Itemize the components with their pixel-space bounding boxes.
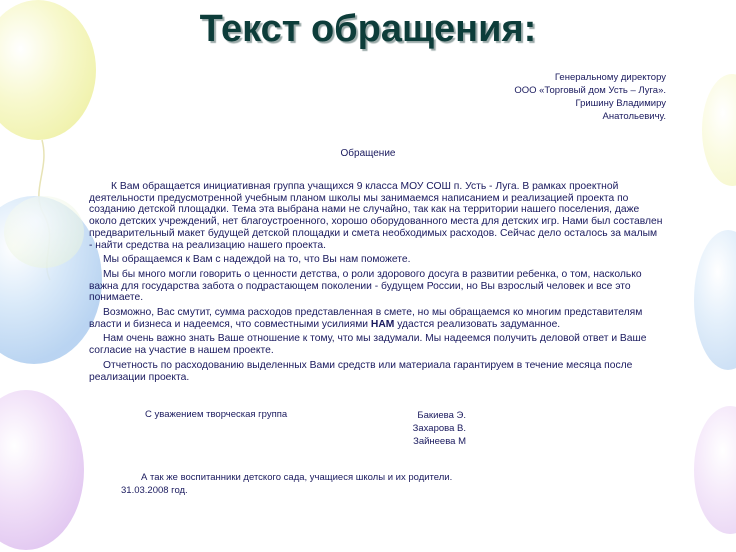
emphasis-word: НАМ: [370, 318, 395, 330]
document-date: 31.03.2008 год.: [121, 485, 188, 496]
slide-title: Текст обращения:: [199, 8, 537, 50]
green-balloon: [4, 196, 84, 268]
violet-balloon: [0, 390, 84, 550]
signature-name: Захарова В.: [412, 423, 466, 434]
appeal-body: [89, 181, 663, 386]
body-paragraph: [89, 307, 663, 330]
addressee-line: Генеральному директору: [554, 72, 666, 83]
addressee-line: Гришину Владимиру: [575, 98, 666, 109]
body-paragraph: Отчетность по расходованию выделенных Вами средств или материала гарантируем в течение месяца после реализации проекта.: [89, 359, 633, 383]
right-yellow-balloon: [702, 74, 736, 186]
addressee-line: Анатольевичу.: [602, 111, 666, 122]
body-paragraph: К Вам обращается инициативная группа учащихся 9 класса МОУ СОШ п. Усть - Луга. В рамках проектной деятельности предусмотренной учебным планом школы мы занимаемся написанием и реализацией проекта по созданию детской площадки. Тема эта выбрана нами не случайно, так как на территории нашего поселения, даже около детских учреждений, нет благоустроенного, хорошо оборудованного места для детских игр. Нами был составлен предварительный макет будущей детской площадки и смета необходимых расходов. Сейчас дело осталось за малым - найти средства на реализацию нашего проекта.: [89, 181, 663, 251]
addressee-line: ООО «Торговый дом Усть – Луга».: [514, 85, 666, 96]
signature-names: [376, 409, 466, 448]
body-paragraph: Мы обращаемся к Вам с надеждой на то, что Вы нам поможете.: [103, 254, 411, 266]
postscript: А так же воспитанники детского сада, учащиеся школы и их родители.: [141, 472, 453, 483]
right-violet-balloon: [694, 406, 736, 534]
body-paragraph-text: Возможно, Вас смутит, сумма расходов представленная в смете, но мы обращаемся ко многим представителям власти и бизнеса и надеемся, что совместными усилиями: [89, 307, 643, 330]
body-paragraph: Мы бы много могли говорить о ценности детства, о роли здорового досуга в развитии ребенка, о том, насколько важна для государства забота о подрастающем поколении - будущем России, но Вы взрослый человек и все это понимаете.: [89, 268, 642, 304]
body-paragraph: Нам очень важно знать Ваше отношение к тому, что мы задумали. Мы надеемся получить деловой ответ и Ваше согласие на участие в нашем проекте.: [89, 333, 647, 357]
signature-name: Бакиева Э.: [417, 410, 466, 421]
document-heading: Обращение: [340, 148, 396, 159]
right-blue-balloon: [694, 230, 736, 370]
signature-name: Зайнеева М: [413, 436, 466, 447]
addressee-block: [406, 71, 666, 123]
body-paragraph-tail: удастся реализовать задуманное.: [394, 318, 561, 330]
signature-label: С уважением творческая группа: [145, 409, 288, 420]
